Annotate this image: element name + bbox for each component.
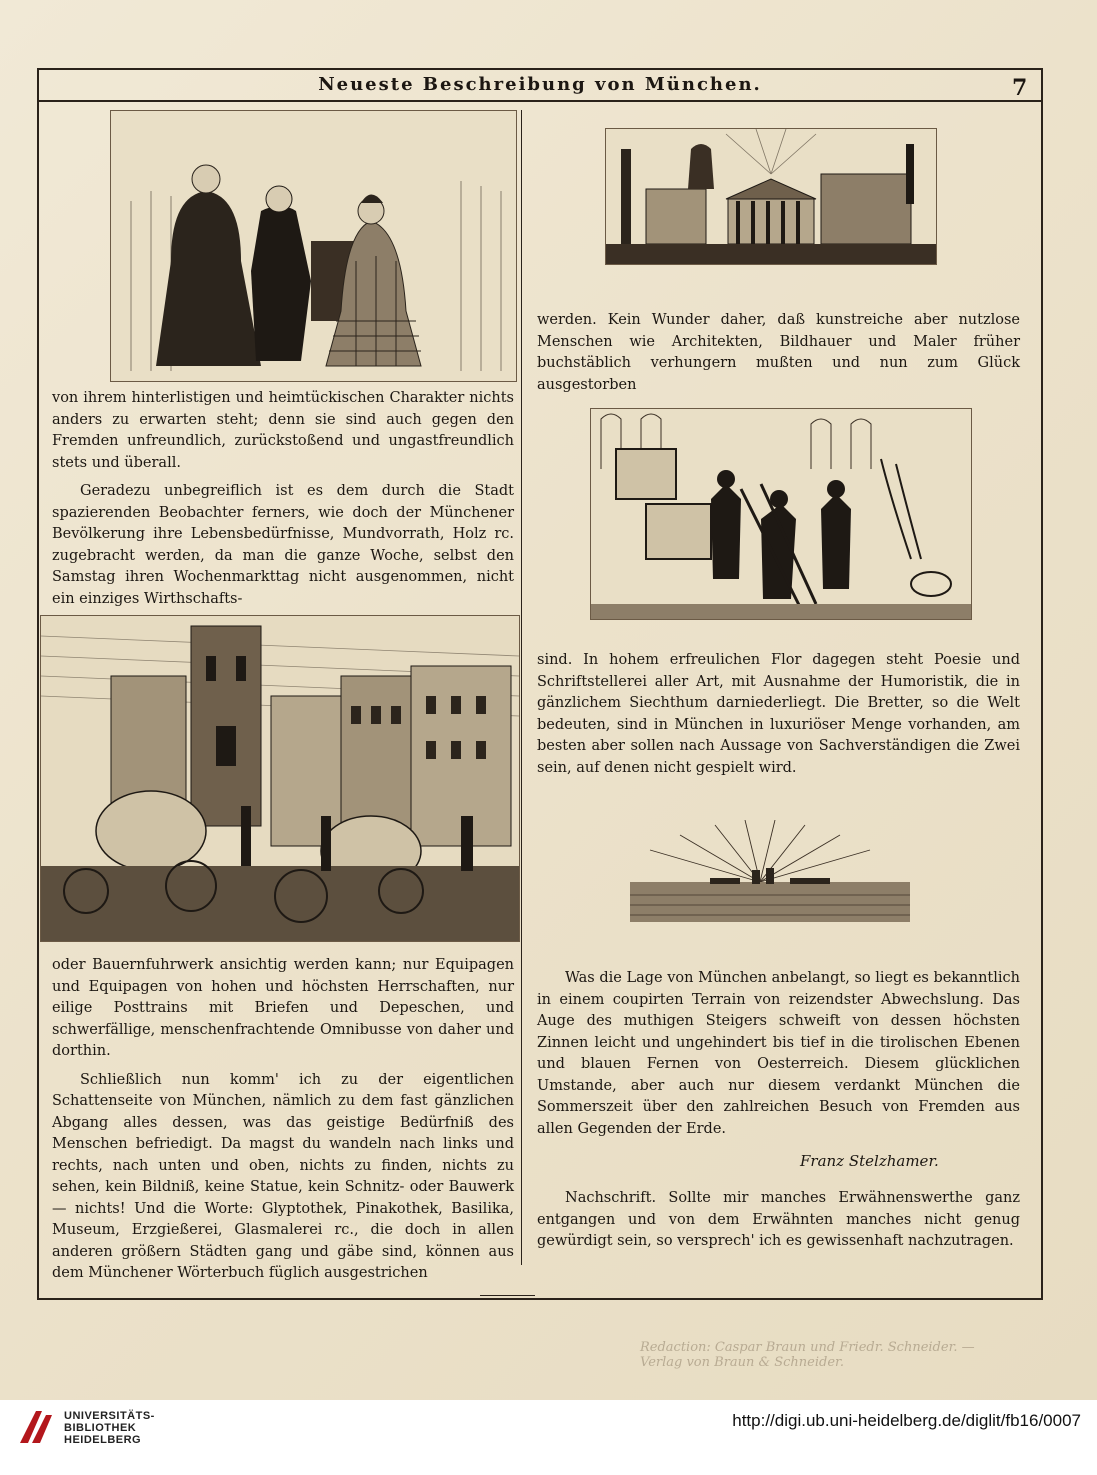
paragraph: oder Bauernfuhrwerk ansichtig werden kann; nur Equipagen und Equipagen von hohen und höchsten Herrschaften, nur eilige Posttrains mit Briefen und Depeschen, und schwerfällige, menschenfrachtende Omnibusse von daher und dorthin. xyxy=(52,957,514,1059)
institution-line: UNIVERSITÄTS- xyxy=(64,1410,155,1422)
left-text-block-2 xyxy=(52,955,514,1292)
right-text-block-4 xyxy=(537,1188,1020,1260)
institution-line: BIBLIOTHEK xyxy=(64,1422,137,1434)
paragraph: Was die Lage von München anbelangt, so liegt es bekanntlich in einem coupirten Terrain von reizendster Abwechslung. Das Auge des muthigen Steigers schweift von dessen höchsten Zinnen leicht und ungehindert bis tief in die tirolischen Ebenen und blauen Fernen von Oesterreich. Diesem glücklichen Umstande, aber auch nur diesem verdankt München die Sommerszeit über den zahlreichen Besuch von Fremden aus allen Gegenden der Erde. xyxy=(537,970,1020,1137)
institution-line: HEIDELBERG xyxy=(64,1434,142,1446)
landscape-illustration xyxy=(630,820,910,930)
right-text-block-2 xyxy=(537,650,1020,786)
paragraph: Geradezu unbegreiflich ist es dem durch die Stadt spazierenden Beobachter ferners, wie doch der Münchener Bevölkerung ihre Lebensbedürfnisse, Mundvorrath, Holz rc. zugebracht werden, da man die ganze Woche, selbst den Samstag ihren Wochenmarkttag nicht ausgenommen, nicht ein einziges Wirthschafts- xyxy=(52,483,514,607)
author-signature: Franz Stelzhamer. xyxy=(800,1152,939,1170)
library-logo-icon xyxy=(16,1405,58,1447)
concert-illustration xyxy=(110,110,517,382)
left-text-block-1 xyxy=(52,388,514,617)
right-text-block-1 xyxy=(537,310,1020,403)
end-rule xyxy=(480,1295,535,1296)
paragraph: Schließlich nun komm' ich zu der eigentlichen Schattenseite von München, nämlich zu dem fast gänzlichen Abgang alles dessen, was das geistige Bedürfniß des Menschen befriedigt. Da magst du wandeln nach links und rechts, nach unten und oben, nichts zu finden, nichts zu sehen, kein Bildniß, keine Statue, kein Schnitz- oder Bauwerk — nichts! Und die Worte: Glyptothek, Pinakothek, Basilika, Museum, Erzgießerei, Glasmalerei rc., die doch in allen anderen größern Städten gang und gäbe sind, können aus dem Münchener Wörterbuch füglich ausgestrichen xyxy=(52,1071,514,1281)
right-text-block-3 xyxy=(537,968,1020,1147)
column-divider xyxy=(521,110,522,1265)
source-url-link[interactable]: http://digi.ub.uni-heidelberg.de/diglit/fb16/0007 xyxy=(732,1411,1081,1430)
page-number: 7 xyxy=(1012,75,1028,101)
paragraph: sind. In hohem erfreulichen Flor dagegen steht Poesie und Schriftstellerei aller Art, mit Ausnahme der Humoristik, die in gänzlichem Siechthum darniederliegt. Die Bretter, so die Welt bedeuten, sind in München in luxuriöser Menge vorhanden, am besten aber sollen nach Aussage von Sachverständigen die Zwei sein, auf denen nicht gespielt wird. xyxy=(537,652,1020,776)
artists-illustration xyxy=(590,408,972,620)
paragraph: Nachschrift. Sollte mir manches Erwähnenswerthe ganz entgangen und von dem Erwähnten manches nicht genug gewürdigt sein, so versprech' ich es gewissenhaft nachzutragen. xyxy=(537,1190,1020,1249)
paragraph: werden. Kein Wunder daher, daß kunstreiche aber nutzlose Menschen wie Architekten, Bildhauer und Maler früher buchstäblich verhungern mußten und nun zum Glück ausgestorben xyxy=(537,312,1020,393)
header-rule xyxy=(37,100,1043,102)
bleed-through-text: Redaction: Caspar Braun und Friedr. Schneider. — Verlag von Braun & Schneider. xyxy=(640,1340,975,1370)
institution-name xyxy=(64,1410,155,1446)
street-illustration xyxy=(40,615,520,942)
paragraph: von ihrem hinterlistigen und heimtückischen Charakter nichts anders zu erwarten steht; denn sie sind auch gegen den Fremden unfreundlich, zurückstoßend und ungastfreundlich stets und überall. xyxy=(52,390,514,471)
temple-illustration xyxy=(605,128,937,265)
page-title: Neueste Beschreibung von München. xyxy=(318,74,762,95)
